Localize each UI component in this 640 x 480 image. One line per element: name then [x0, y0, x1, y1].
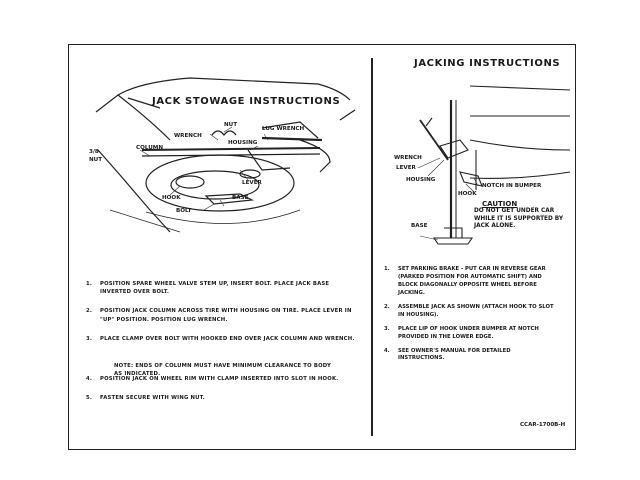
step-number: 5. [86, 395, 93, 402]
step-text: SEE OWNER'S MANUAL FOR DETAILED INSTRUCTIONS. [398, 347, 511, 362]
step-number: 1. [384, 266, 390, 272]
label-jack-lever: LEVER [396, 165, 416, 171]
jacking-title: JACKING INSTRUCTIONS [414, 58, 561, 69]
step-number: 2. [86, 308, 93, 315]
step-number: 2. [384, 303, 390, 310]
label-housing: HOUSING [228, 140, 258, 146]
jacking-step [384, 326, 554, 342]
label-column: COLUMN [136, 145, 164, 151]
label-notch-in-bumper: NOTCH IN BUMPER [482, 183, 542, 189]
step-number: 1. [86, 281, 93, 287]
label-lug-wrench: LUG WRENCH [262, 126, 305, 132]
step-text: FASTEN SECURE WITH WING NUT. [100, 395, 205, 402]
stowage-step [86, 394, 356, 402]
step-number: 3. [86, 335, 93, 342]
step-text: POSITION SPARE WHEEL VALVE STEM UP, INSERT BOLT. PLACE JACK BASE INVERTED OVER BOLT. [100, 281, 330, 296]
jacking-step [384, 348, 554, 364]
label-wrench: WRENCH [174, 133, 202, 139]
label-base: BASE [232, 195, 249, 201]
step-text: POSITION JACK COLUMN ACROSS TIRE WITH HOUSING ON TIRE. PLACE LEVER IN "UP" POSITION. POSITION LUG WRENCH. [100, 308, 352, 323]
caution-heading: CAUTION [482, 200, 518, 208]
step-number: 4. [86, 376, 93, 383]
label-size: 3/8 [89, 149, 99, 155]
jacking-step [384, 266, 554, 298]
caution-box [474, 200, 574, 231]
step-text: PLACE LIP OF HOOK UNDER BUMPER AT NOTCH PROVIDED IN THE LOWER EDGE. [398, 325, 539, 340]
label-nut-left: NUT [89, 157, 103, 163]
stowage-step [86, 280, 356, 296]
label-jack-housing: HOUSING [406, 177, 436, 183]
label-bolt: BOLT [176, 208, 192, 214]
jacking-step [384, 304, 554, 320]
stowage-steps [86, 280, 356, 413]
caution-text: DO NOT GET UNDER CAR WHILE IT IS SUPPORTED BY JACK ALONE. [474, 208, 564, 230]
step-text: SET PARKING BRAKE - PUT CAR IN REVERSE GEAR (PARKED POSITION FOR AUTOMATIC SHIFT) AND BLOCK DIAGONALLY OPPOSITE WHEEL BEFORE JACKING. [398, 266, 546, 296]
stowage-step [86, 307, 356, 323]
step-text: PLACE CLAMP OVER BOLT WITH HOOKED END OVER JACK COLUMN AND WRENCH. [100, 335, 355, 342]
step-text: POSITION JACK ON WHEEL RIM WITH CLAMP INSERTED INTO SLOT IN HOOK. [100, 376, 339, 383]
stowage-step [86, 335, 356, 343]
stowage-note: NOTE: ENDS OF COLUMN MUST HAVE MINIMUM CLEARANCE TO BODY AS INDICATED. [114, 363, 332, 378]
step-number: 4. [384, 347, 390, 354]
part-number: CCAR-1700B-H [520, 422, 566, 428]
label-jack-base: BASE [411, 223, 428, 229]
stowage-title: JACK STOWAGE INSTRUCTIONS [152, 96, 341, 107]
step-number: 3. [384, 325, 390, 332]
label-jack-wrench: WRENCH [394, 155, 422, 161]
label-jack-hook: HOOK [458, 191, 477, 197]
step-text: ASSEMBLE JACK AS SHOWN (ATTACH HOOK TO SLOT IN HOUSING). [398, 303, 554, 318]
label-nut: NUT [224, 122, 238, 128]
label-lever: LEVER [242, 180, 262, 186]
jacking-steps [384, 266, 554, 369]
label-hook: HOOK [162, 195, 181, 201]
